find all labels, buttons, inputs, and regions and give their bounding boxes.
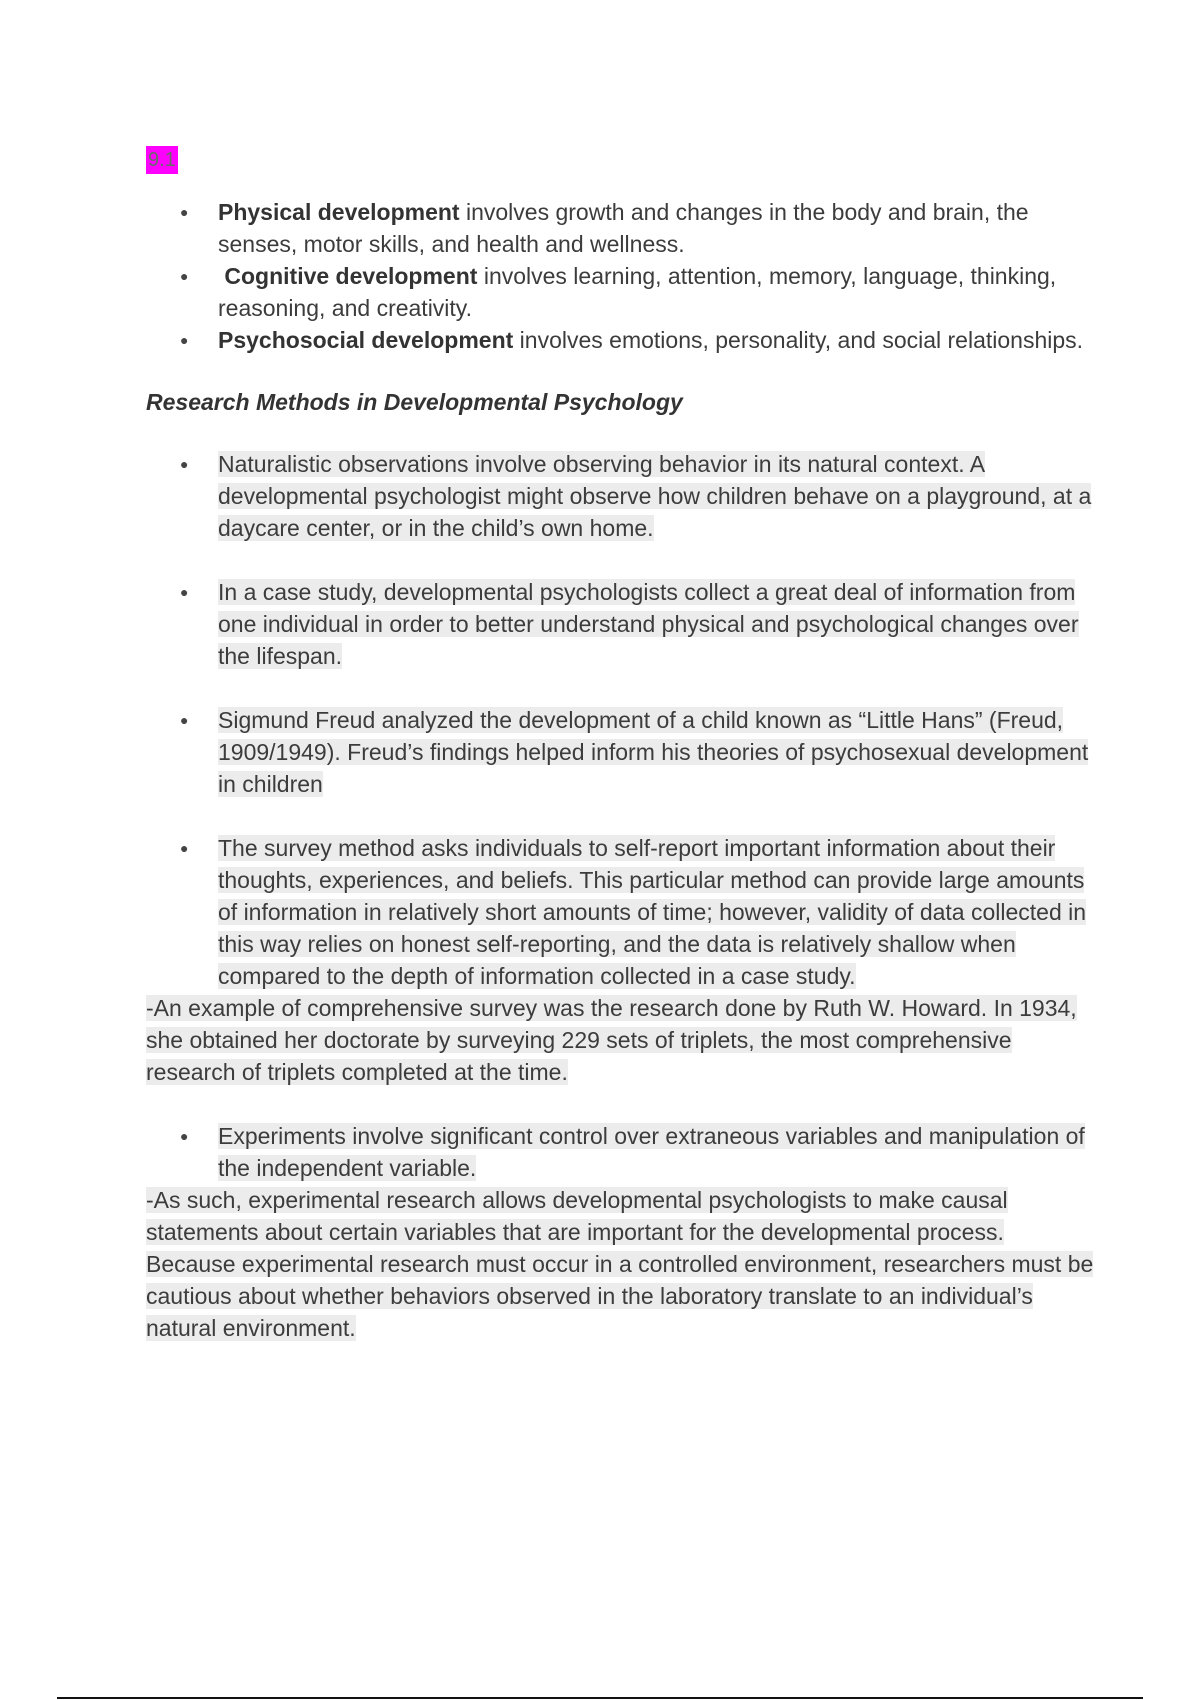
method-text: Sigmund Freud analyzed the development of a child known as “Little Hans” (Freud, 1909/1949). Freud’s findings helped inform his theories of psychosexual development in children [218, 707, 1089, 797]
experiments-list [146, 1120, 1096, 1184]
research-methods-heading: Research Methods in Developmental Psychology [146, 389, 683, 415]
survey-note [146, 992, 1096, 1088]
method-text: Experiments involve significant control over extraneous variables and manipulation of the independent variable. [218, 1123, 1085, 1181]
list-item-cognitive [146, 260, 1096, 324]
method-case-study [146, 576, 1096, 672]
term-physical: Physical development [218, 199, 460, 225]
survey-note-text: -An example of comprehensive survey was the research done by Ruth W. Howard. In 1934, she obtained her doctorate by surveying 229 sets of triplets, the most comprehensive research of triplets completed at the time. [146, 995, 1077, 1085]
method-freud-example [146, 704, 1096, 800]
research-methods-list [146, 448, 1096, 992]
development-types-list [146, 196, 1096, 356]
page-bottom-rule [57, 1697, 1143, 1699]
method-text: Naturalistic observations involve observing behavior in its natural context. A developmental psychologist might observe how children behave on a playground, at a daycare center, or in the child’s own home. [218, 451, 1092, 541]
list-item-psychosocial [146, 324, 1096, 356]
experiments-note-text: -As such, experimental research allows developmental psychologists to make causal statements about certain variables that are important for the developmental process. Because experimental research must occur in a controlled environment, researchers must be cautious about whether behaviors observed in the laboratory translate to an individual’s natural environment. [146, 1187, 1094, 1341]
method-survey [146, 832, 1096, 992]
method-experiments [146, 1120, 1096, 1184]
method-text: In a case study, developmental psychologists collect a great deal of information from one individual in order to better understand physical and psychological changes over the lifespan. [218, 579, 1079, 669]
term-psychosocial: Psychosocial development [218, 327, 514, 353]
section-tag: 9.1 [146, 146, 178, 174]
document-body [146, 142, 1096, 1344]
method-naturalistic-observation [146, 448, 1096, 544]
term-cognitive: Cognitive development [224, 263, 478, 289]
list-item-physical [146, 196, 1096, 260]
method-text: The survey method asks individuals to self-report important information about their thoughts, experiences, and beliefs. This particular method can provide large amounts of information in relatively short amounts of time; however, validity of data collected in this way relies on honest self-reporting, and the data is relatively shallow when compared to the depth of information collected in a case study. [218, 835, 1087, 989]
definition-physical: involves growth and changes in the body and brain, the senses, motor skills, and health and wellness. [218, 199, 1029, 257]
definition-psychosocial: involves emotions, personality, and social relationships. [513, 327, 1084, 353]
definition-cognitive: involves learning, attention, memory, language, thinking, reasoning, and creativity. [218, 263, 1057, 321]
section-header [146, 142, 1096, 174]
experiments-note [146, 1184, 1096, 1344]
